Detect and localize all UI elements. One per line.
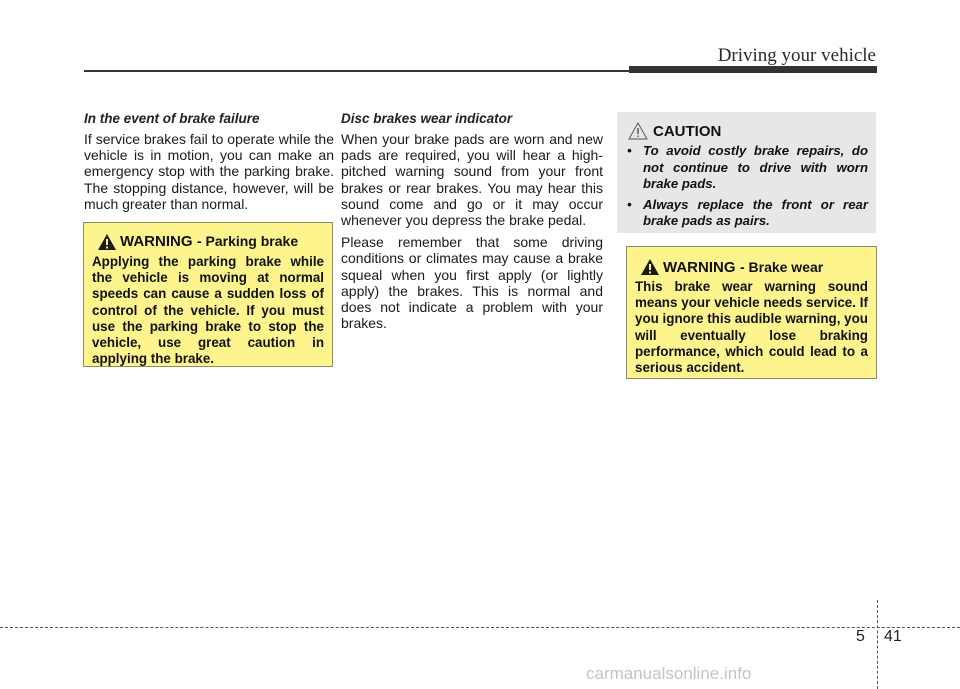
disc-brakes-heading: Disc brakes wear indicator <box>341 111 513 126</box>
warning-icon <box>97 233 117 251</box>
caution-icon <box>628 122 648 140</box>
bullet: • <box>627 196 632 212</box>
header-rule <box>84 70 629 72</box>
warning-subtitle: - Parking brake <box>196 233 299 249</box>
footer-divider <box>877 600 878 689</box>
caution-list <box>627 143 868 234</box>
section-title: Driving your vehicle <box>717 45 876 66</box>
header-bar <box>629 66 877 73</box>
caution-box <box>617 112 876 233</box>
caution-item <box>627 197 868 230</box>
caution-title: CAUTION <box>653 123 722 140</box>
disc-brakes-paragraph-2: Please remember that some driving conditions or climates may cause a brake squeal when you first apply (or lightly apply) the brakes. This is normal and does not indicate a problem with your brakes. <box>341 234 603 332</box>
disc-brakes-paragraph-1: When your brake pads are worn and new pads are required, you will hear a high-pitched warning sound from your front brakes or rear brakes. You may hear this sound come and go or it may occur whenever you depress the brake pedal. <box>341 131 603 229</box>
parking-brake-warning-text: Applying the parking brake while the vehicle is moving at normal speeds can cause a sudden loss of control of the vehicle. If you must use the parking brake to stop the vehicle, use great caution in applying the brake. <box>92 254 324 367</box>
brake-failure-paragraph: If service brakes fail to operate while the vehicle is in motion, you can make an emergency stop with the parking brake. The stopping distance, however, will be much greater than normal. <box>84 131 334 212</box>
caution-item-text: Always replace the front or rear brake pads as pairs. <box>643 196 868 228</box>
caution-item <box>627 143 868 193</box>
watermark: carmanualsonline.info <box>586 664 752 683</box>
disc-brakes-body <box>341 131 603 337</box>
brake-wear-warning-box <box>626 246 877 379</box>
parking-brake-warning-box <box>83 222 333 367</box>
warning-subtitle: - Brake wear <box>739 259 824 275</box>
bullet: • <box>627 143 632 158</box>
caution-item-text: To avoid costly brake repairs, do not continue to drive with worn brake pads. <box>643 143 868 191</box>
page-number: 41 <box>884 628 902 645</box>
brake-failure-heading: In the event of brake failure <box>84 111 260 126</box>
chapter-number: 5 <box>856 628 865 645</box>
warning-label: WARNING <box>663 259 736 276</box>
footer-rule <box>0 627 960 628</box>
warning-icon <box>640 258 660 276</box>
parking-brake-warning-title <box>120 233 298 251</box>
brake-wear-warning-title <box>663 259 823 277</box>
warning-label: WARNING <box>120 233 193 250</box>
brake-wear-warning-text: This brake wear warning sound means your vehicle needs service. If you ignore this audible warning, you will eventually lose braking performance, which could lead to a serious accident. <box>635 279 868 376</box>
